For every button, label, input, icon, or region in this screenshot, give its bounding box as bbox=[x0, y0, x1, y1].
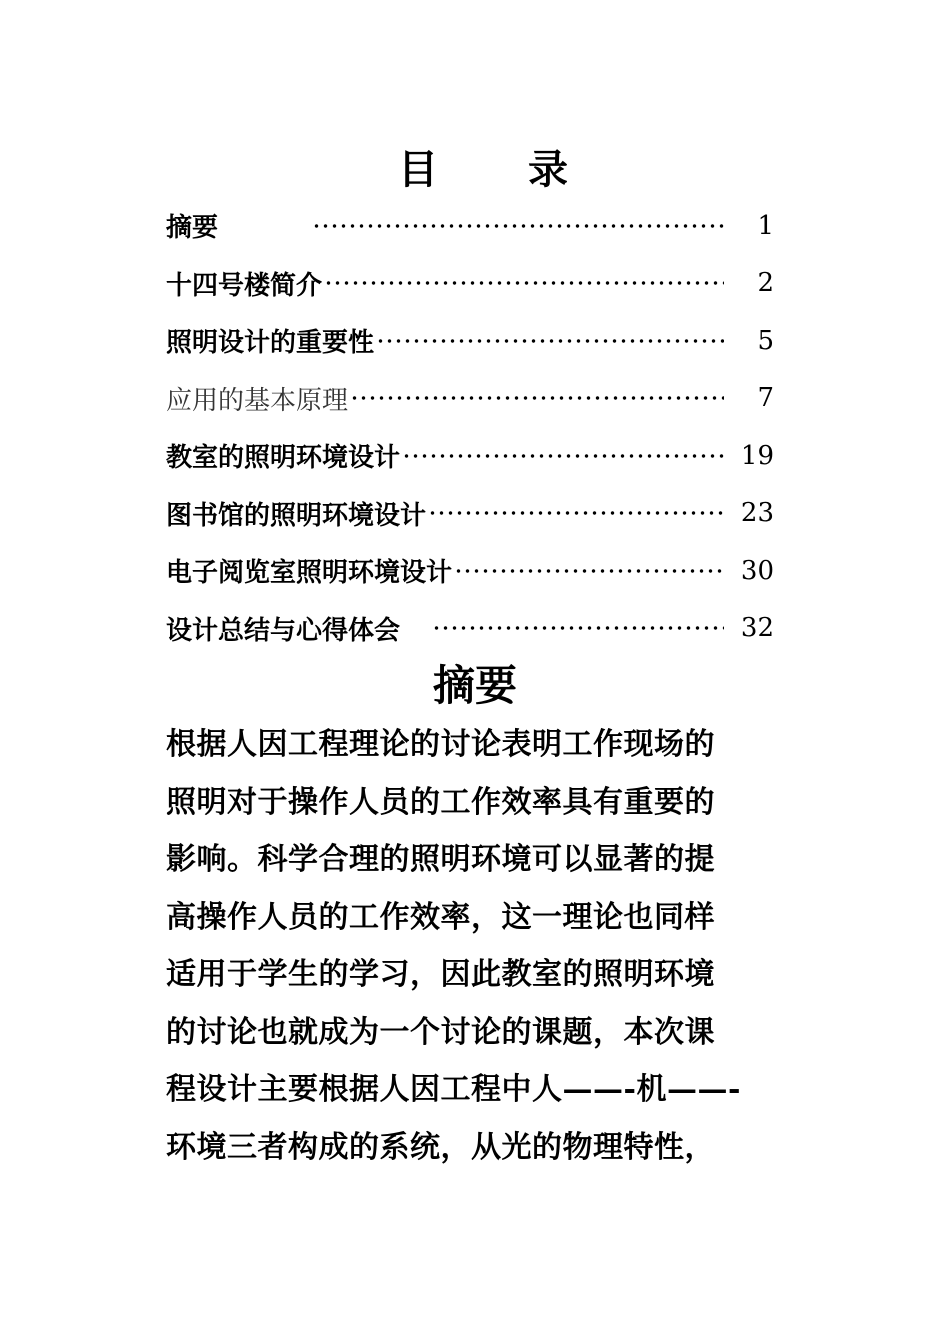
toc-entry-label: 十四号楼简介 bbox=[166, 270, 323, 301]
table-of-contents bbox=[166, 197, 774, 657]
abstract-line: 根据人因工程理论的讨论表明工作现场的 bbox=[166, 727, 715, 762]
toc-entry-page-number: 7 bbox=[757, 383, 774, 414]
toc-entry-page-number: 23 bbox=[740, 498, 774, 529]
abstract-heading: 摘要 bbox=[432, 661, 517, 710]
toc-entry-label: 图书馆的照明环境设计 bbox=[166, 500, 427, 531]
abstract-line: 适用于学生的学习，因此教室的照明环境 bbox=[166, 957, 715, 992]
toc-entry bbox=[166, 427, 774, 485]
toc-dot-leader bbox=[350, 396, 724, 400]
toc-entry bbox=[166, 600, 774, 658]
toc-dot-leader bbox=[312, 224, 724, 228]
abstract-line: 环境三者构成的系统，从光的物理特性， bbox=[166, 1129, 715, 1165]
toc-entry-label: 照明设计的重要性 bbox=[166, 328, 375, 359]
toc-dot-leader bbox=[402, 454, 724, 458]
toc-entry-label: 电子阅览室照明环境设计 bbox=[166, 558, 453, 589]
toc-dot-leader bbox=[432, 626, 724, 630]
toc-title bbox=[398, 140, 568, 200]
abstract-line: 照明对于操作人员的工作效率具有重要的 bbox=[166, 784, 715, 820]
toc-entry-label: 设计总结与心得体会 bbox=[166, 615, 401, 646]
toc-dot-leader bbox=[454, 569, 724, 573]
abstract-line: 的讨论也就成为一个讨论的课题，本次课 bbox=[166, 1014, 715, 1050]
toc-title-char: 录 bbox=[528, 146, 568, 193]
toc-entry-page-number: 30 bbox=[740, 555, 774, 586]
toc-entry bbox=[166, 197, 774, 255]
toc-entry bbox=[166, 542, 774, 600]
toc-entry bbox=[166, 255, 774, 313]
abstract-line: 程设计主要根据人因工程中人——-机——- bbox=[166, 1072, 741, 1107]
toc-entry-page-number: 5 bbox=[757, 325, 774, 356]
toc-dot-leader bbox=[428, 511, 724, 515]
toc-entry-label: 摘要 bbox=[166, 213, 219, 244]
toc-entry-page-number: 2 bbox=[757, 268, 774, 299]
toc-dot-leader bbox=[324, 281, 724, 285]
toc-entry bbox=[166, 312, 774, 370]
abstract-body bbox=[166, 716, 786, 1176]
abstract-line: 高操作人员的工作效率，这一理论也同样 bbox=[166, 899, 715, 935]
toc-entry-page-number: 1 bbox=[757, 210, 774, 241]
toc-entry-label: 教室的照明环境设计 bbox=[166, 443, 401, 474]
toc-title-char: 目 bbox=[398, 146, 438, 193]
toc-entry-page-number: 19 bbox=[740, 440, 774, 471]
toc-entry bbox=[166, 370, 774, 428]
toc-dot-leader bbox=[376, 339, 724, 343]
toc-entry bbox=[166, 485, 774, 543]
abstract-line: 影响。科学合理的照明环境可以显著的提 bbox=[166, 842, 715, 877]
toc-entry-page-number: 32 bbox=[740, 613, 774, 644]
toc-entry-label: 应用的基本原理 bbox=[166, 385, 349, 416]
